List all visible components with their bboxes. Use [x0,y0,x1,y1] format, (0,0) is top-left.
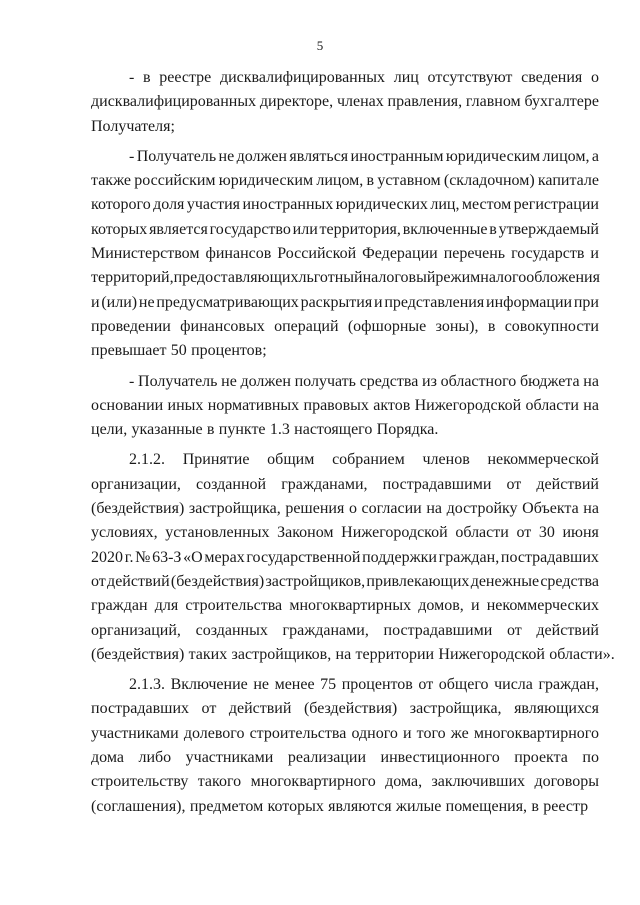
paragraph-line: пострадавших от действий (бездействия) застройщика, являющихся [91,700,599,718]
paragraph-line: которых является государство или территория, включенные в утверждаемый [91,220,599,238]
paragraph-line: 2.1.3. Включение не менее 75 процентов от общего числа граждан, [129,676,599,694]
paragraph-line: строительству такого многоквартирного дома, заключивших договоры [91,773,599,791]
paragraph-line: Министерством финансов Российской Федерации перечень государств и [91,245,599,263]
paragraph-line: дома либо участниками реализации инвестиционного проекта по [91,749,599,767]
paragraph-line: граждан для строительства многоквартирных домов, и некоммерческих [91,597,599,615]
paragraph-line: и (или) не предусматривающих раскрытия и представления информации при [91,293,599,311]
paragraph-line: дисквалифицированных директоре, членах правления, главном бухгалтере [91,93,599,111]
paragraph-line: (бездействия) застройщика, решения о согласии на достройку Объекта на [91,500,599,518]
paragraph-line: - Получатель не должен получать средства из областного бюджета на [129,372,599,390]
paragraph-line: условиях, установленных Законом Нижегородской области от 30 июня [91,524,599,542]
paragraph-line: Получателя; [91,117,175,135]
paragraph-line: организации, созданной гражданами, пострадавшими от действий [91,475,599,493]
page-number: 5 [316,38,324,53]
paragraph-line: проведении финансовых операций (офшорные зоны), в совокупности [91,317,599,335]
paragraph-line: которого доля участия иностранных юридических лиц, местом регистрации [91,196,599,214]
paragraph-line: также российским юридическим лицом, в уставном (складочном) капитале [91,172,599,190]
paragraph-line: (бездействия) таких застройщиков, на территории Нижегородской области». [91,645,615,663]
paragraph-line: 2.1.2. Принятие общим собранием членов некоммерческой [129,451,599,469]
paragraph-line: организаций, созданных гражданами, пострадавшими от действий [91,621,599,639]
paragraph-line: - в реестре дисквалифицированных лиц отсутствуют сведения о [129,69,599,86]
document-body [91,66,615,819]
paragraph-line: превышает 50 процентов; [91,342,267,360]
paragraph-line: 2020 г. № 63-З «О мерах государственной поддержки граждан, пострадавших [91,548,599,566]
paragraph-line: основании иных нормативных правовых актов Нижегородской области на [91,396,599,414]
paragraph-line: территорий, предоставляющих льготный налоговый режим налогообложения [91,269,600,287]
paragraph-line: (соглашения), предметом которых являются жилые помещения, в реестр [91,797,589,815]
paragraph-line: - Получатель не должен являться иностранным юридическим лицом, а [129,147,599,165]
paragraph-line: от действий (бездействия) застройщиков, привлекающих денежные средства [91,572,599,590]
paragraph-line: цели, указанные в пункте 1.3 настоящего Порядка. [91,421,439,439]
paragraph-line: участниками долевого строительства одного и того же многоквартирного [91,724,599,742]
